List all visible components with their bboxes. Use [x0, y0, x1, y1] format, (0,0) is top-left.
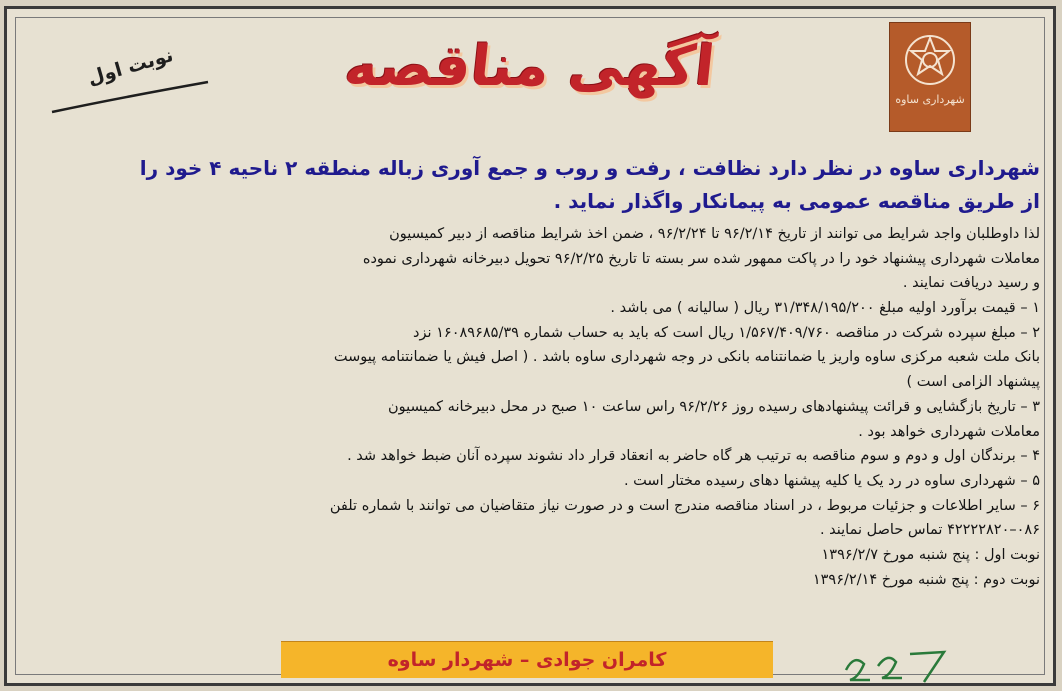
body-line: پیشنهاد الزامی است ) — [906, 374, 1040, 391]
body-line: ۴ – برندگان اول و دوم و سوم مناقصه به ترتیب هر گاه حاضر به انعقاد قرار داد نشوند سپرده آنان ضبط خواهد شد . — [347, 448, 1040, 465]
body-line: و رسید دریافت نمایند . — [902, 275, 1040, 292]
logo-caption: شهرداری ساوه — [895, 93, 965, 106]
signature-text: کامران جوادی – شهردار ساوه — [387, 649, 667, 671]
headline-line: شهرداری ساوه در نظر دارد نظافت ، رفت و روب و جمع آوری زباله منطقه ۲ ناحیه ۴ خود را — [139, 156, 1040, 180]
municipality-logo — [889, 22, 971, 132]
body-line: ۰۸۶–۴۲۲۲۲۸۲۰ تماس حاصل نمایند . — [819, 522, 1040, 539]
body-line: ۲ – مبلغ سپرده شرکت در مناقصه ۱/۵۶۷/۴۰۹/۷۶۰ ریال است که باید به حساب شماره ۱۶۰۸۹۶۸۵/۳۹ نزد — [413, 324, 1040, 341]
notice-title: آگهی مناقصه — [341, 33, 719, 99]
body-line: نوبت دوم : پنج شنبه مورخ ۱۳۹۶/۲/۱۴ — [812, 571, 1040, 588]
body-line: معاملات شهرداری خواهد بود . — [858, 423, 1040, 440]
body-line: لذا داوطلبان واجد شرایط می توانند از تاریخ ۹۶/۲/۱۴ تا ۹۶/۲/۲۴ ، ضمن اخذ شرایط مناقصه از دبیر کمیسیون — [389, 226, 1040, 242]
body-line: بانک ملت شعبه مرکزی ساوه واریز یا ضمانتنامه بانکی در وجه شهرداری ساوه باشد . ( اصل فیش یا ضمانتنامه پیوست — [333, 349, 1040, 366]
round-underline-stroke — [48, 78, 213, 118]
body-line: نوبت اول : پنج شنبه مورخ ۱۳۹۶/۲/۷ — [821, 546, 1040, 563]
body-line: ۶ – سایر اطلاعات و جزئیات مربوط ، در اسناد مناقصه مندرج است و در صورت نیاز متقاضیان می توانند با شماره تلفن — [329, 497, 1040, 514]
body-line: ۱ – قیمت برآورد اولیه مبلغ ۳۱/۳۴۸/۱۹۵/۲۰۰ ریال ( سالیانه ) می باشد . — [610, 300, 1040, 317]
headline — [40, 152, 1040, 218]
handwritten-mark — [840, 640, 960, 688]
headline-line: از طریق مناقصه عمومی به پیمانکار واگذار نماید . — [553, 189, 1040, 213]
body-line: ۵ – شهرداری ساوه در رد یک یا کلیه پیشنها دهای رسیده مختار است . — [623, 472, 1040, 489]
notice-body — [40, 222, 1040, 592]
signature-bar — [281, 641, 773, 678]
title-container — [300, 26, 760, 106]
body-line: معاملات شهرداری پیشنهاد خود را در پاکت ممهور شده سر بسته تا تاریخ ۹۶/۲/۲۵ تحویل دبیرخانه شهرداری نموده — [362, 250, 1040, 267]
municipality-emblem-icon — [901, 31, 959, 89]
body-line: ۳ – تاریخ بازگشایی و قرائت پیشنهادهای رسیده روز ۹۶/۲/۲۶ راس ساعت ۱۰ صبح در محل دبیرخانه کمیسیون — [387, 398, 1040, 415]
round-tag: نوبت اول — [85, 44, 176, 90]
